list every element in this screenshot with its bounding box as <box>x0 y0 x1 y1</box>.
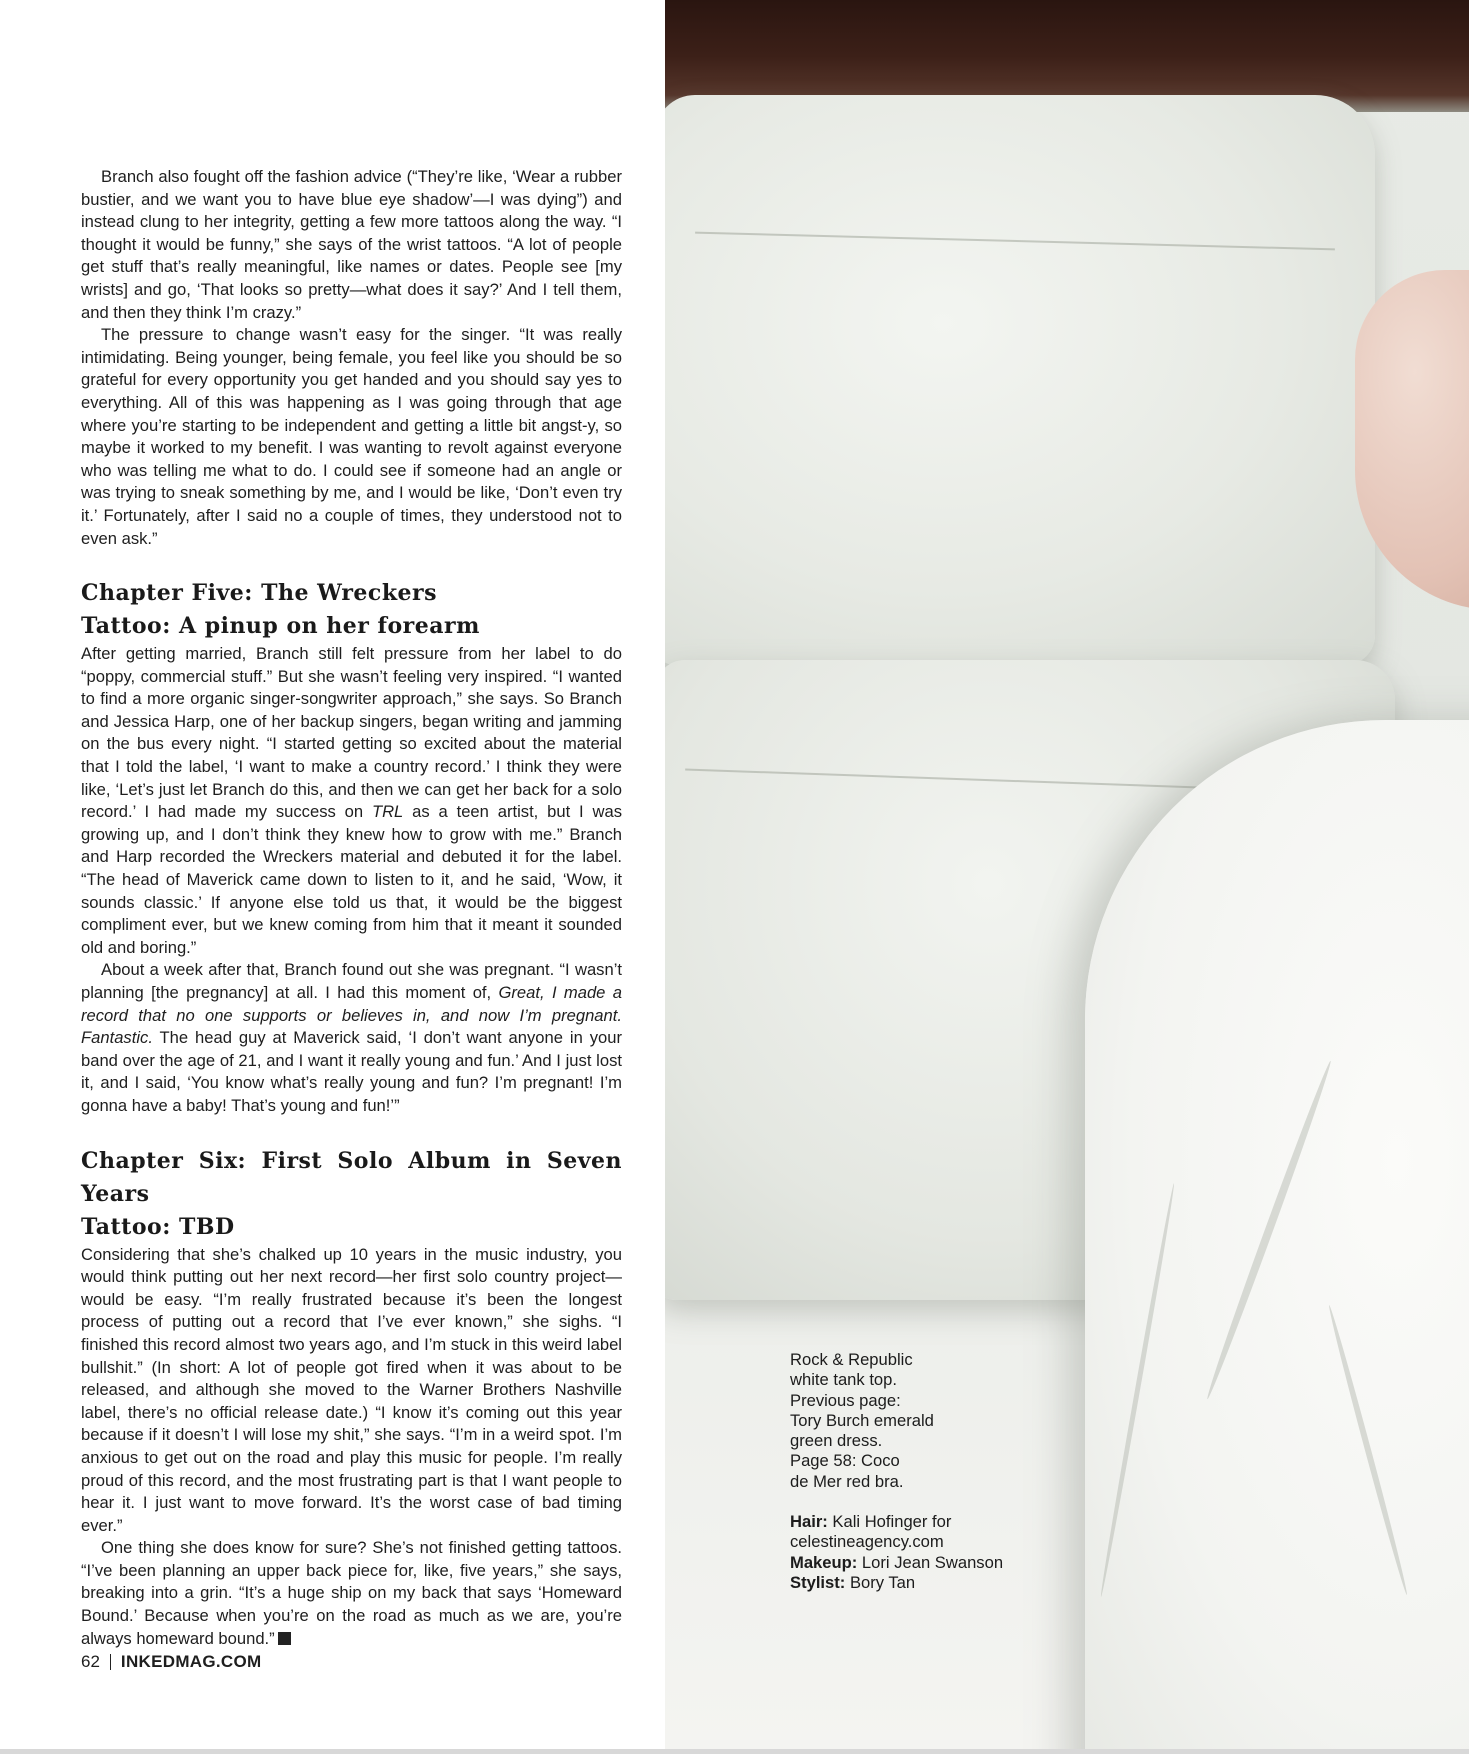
caption-line: de Mer red bra. <box>790 1471 904 1491</box>
credit-value: Lori Jean Swanson <box>857 1552 1004 1572</box>
credit-label: Hair: <box>790 1512 828 1532</box>
article-body <box>81 166 622 1650</box>
chapter-six-heading: Chapter Six: First Solo Album in Seven Years <box>81 1147 622 1207</box>
credit-stylist <box>790 1573 1030 1593</box>
pillow-upper <box>665 95 1375 665</box>
footer-divider <box>110 1654 111 1670</box>
duvet <box>1085 720 1469 1754</box>
chapter-five-tattoo: Tattoo: A pinup on her forearm <box>81 613 480 640</box>
credit-label: Makeup: <box>790 1552 858 1572</box>
text-run: The head guy at Maverick said, ‘I don’t want anyone in your band over the age of 21, and I want it really young and fun.’ And I just lost it, and I said, ‘You know what’s really young and fun? I’m pregnant! I’m gonna have a baby! That’s young and fun!’” <box>81 1028 622 1115</box>
credit-label: Stylist: <box>790 1572 846 1592</box>
paragraph: Considering that she’s chalked up 10 years in the music industry, you would think putting out her next record—her first solo country project—would be easy. “I’m really frustrated because it’s been the longest process of putting out a record that I’ve ever known,” she sighs. “I finished this record almost two years ago, and I’m stuck in this weird label bullshit.” (In short: A lot of people got fired when it was about to be released, and although she moved to the Warner Brothers Nashville label, there’s no official release date.) “I know it’s coming out this year because if it doesn’t I will lose my shit,” she says. “I’m in a weird spot. I’m anxious to get out on the road and play this music for people. I’m really proud of this record, and the most frustrating part is that I want people to hear it. I just want to move forward. It’s the worst case of bad timing ever.” <box>81 1244 622 1535</box>
paragraph <box>81 643 622 959</box>
paragraph: Branch also fought off the fashion advice (“They’re like, ‘Wear a rubber bustier, and we want you to have blue eye shadow’—I was dying”) and instead clung to her integrity, getting a few more tattoos along the way. “I thought it would be funny,” she says of the wrist tattoos. “A lot of people get stuff that’s really meaningful, like names or dates. People see [my wrists] and go, ‘That looks so pretty—what does it say?’ And I tell them, and then they think I’m crazy.” <box>81 167 622 322</box>
credit-value: Bory Tan <box>845 1572 916 1592</box>
caption-line: Rock & Republic <box>790 1350 913 1369</box>
bed-photo <box>665 0 1469 1754</box>
site-url[interactable]: INKEDMAG.COM <box>120 1652 262 1671</box>
paragraph <box>81 1537 622 1650</box>
credit-hair <box>790 1512 1030 1532</box>
text-run: One thing she does know for sure? She’s not finished getting tattoos. “I’ve been planning an upper back piece for, like, five years,” she says, breaking into a grin. “It’s a huge ship on my back that says ‘Homeward Bound.’ Because when you’re on the road as much as we are, you’re always homeward bound.” <box>81 1538 622 1648</box>
credit-value: Kali Hofinger for <box>827 1512 952 1532</box>
bottom-rule <box>0 1749 1469 1754</box>
italic-run: TRL <box>371 802 404 822</box>
caption-line: white tank top. <box>790 1370 898 1390</box>
text-run: About a week after that, Branch found out she was pregnant. “I wasn’t planning [the pregnancy] at all. I had this moment of, <box>81 960 622 1002</box>
caption-line: Previous page: <box>790 1390 901 1410</box>
text-run: After getting married, Branch still felt pressure from her label to do “poppy, commercial stuff.” But she wasn’t feeling very inspired. “I wanted to find a more organic singer-songwriter approach,” she says. So Branch and Jessica Harp, one of her backup singers, began writing and jamming on the bus every night. “I started getting so excited about the material that I told the label, ‘I want to make a country record.’ I think they were like, ‘Let’s just let Branch do this, and then we can get her back for a solo record.’ I had made my success on <box>81 644 622 822</box>
page-number: 62 <box>81 1652 100 1671</box>
caption-line: green dress. <box>790 1431 883 1451</box>
paragraph <box>81 959 622 1117</box>
caption-line: Tory Burch emerald <box>790 1410 934 1430</box>
text-run: as a teen artist, but I was growing up, and I don’t think they knew how to grow with me.” Branch and Harp recorded the Wreckers material and debuted it for the label. “The head of Maverick came down to listen to it, and he said, ‘Wow, it sounds classic.’ If anyone else told us that, it would be the biggest compliment ever, but we knew coming from him that it meant it sounded old and boring.” <box>81 802 622 957</box>
italic-run: Great, I made a record that no one supports or believes in, and now I’m pregnant. Fantastic. <box>81 983 622 1048</box>
photo-caption <box>790 1350 1030 1593</box>
end-mark-icon <box>278 1632 291 1645</box>
credit-hair-agency: celestineagency.com <box>790 1532 944 1552</box>
paragraph: The pressure to change wasn’t easy for the singer. “It was really intimidating. Being younger, being female, you feel like you should be so grateful for every opportunity you get handed and you should say yes to everything. All of this was happening as I was going through that age where you’re starting to be independent and getting a little bit angst-y, so maybe it worked to my benefit. I was wanting to revolt against everyone who was telling me what to do. I could see if someone had an angle or was trying to sneak something by me, and I would be like, ‘Don’t even try it.’ Fortunately, after I said no a couple of times, they understood not to even ask.” <box>81 325 622 548</box>
chapter-six-tattoo: Tattoo: TBD <box>81 1213 235 1240</box>
chapter-five-heading: Chapter Five: The Wreckers <box>81 580 438 607</box>
page-footer <box>81 1652 261 1672</box>
caption-gap <box>790 1492 1030 1512</box>
credit-makeup <box>790 1553 1030 1573</box>
caption-line: Page 58: Coco <box>790 1451 900 1471</box>
